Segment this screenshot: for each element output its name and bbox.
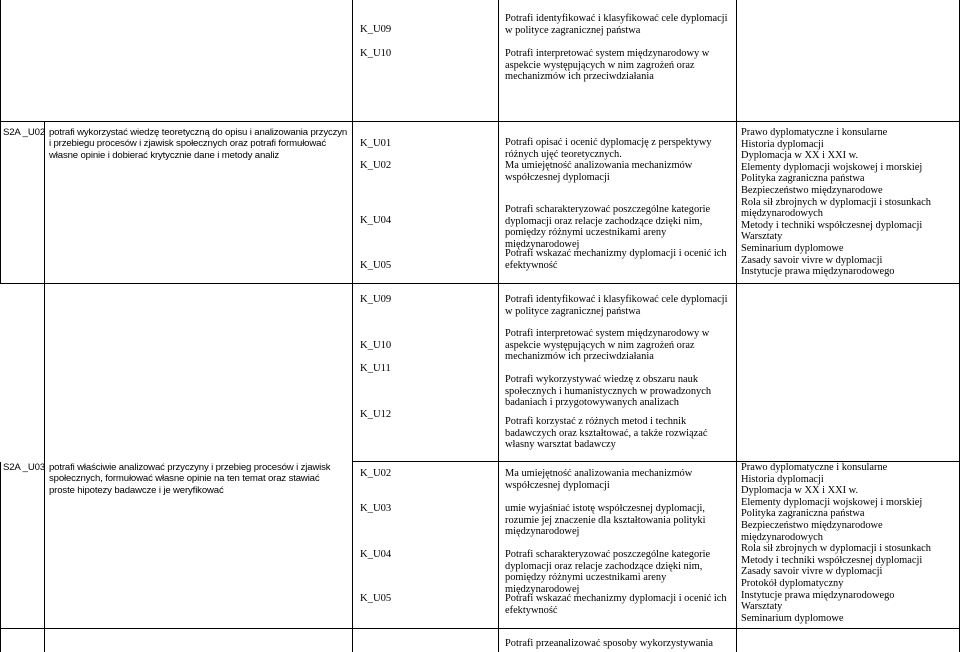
course-list: [741, 127, 956, 278]
outcome-effect: Potrafi identyfikować i klasyfikować cele dyplomacji w polityce zagranicznej państwa: [505, 13, 728, 36]
course-item: Bezpieczeństwo międzynarodowe: [741, 519, 883, 531]
outcome-effect: Potrafi wykorzystywać wiedzę z obszaru nauk społecznych i humanistycznych w prowadzonych badaniach i przygotowywanych analizach: [505, 374, 712, 409]
outcome-description: potrafi właściwie analizować przyczyny i przebieg procesów i zjawisk społecznych, formułować własne opinie na ten temat oraz stawiać proste hipotezy badawcze i je weryfikować: [49, 462, 331, 496]
outcome-code: K_U09: [360, 24, 392, 35]
outcome-id: S2A _U03: [3, 462, 46, 473]
outcome-code: K_U04: [360, 549, 392, 560]
code-column-cell: [353, 629, 499, 652]
outcome-code: K_U05: [360, 593, 392, 604]
course-item: Elementy dyplomacji wojskowej i morskiej: [741, 496, 923, 508]
outcome-effect: Potrafi wskazać mechanizmy dyplomacji i ocenić ich efektywność: [505, 248, 727, 271]
outcome-code: K_U01: [360, 138, 392, 149]
course-item: Instytucje prawa międzynarodowego: [741, 266, 895, 278]
outcome-effect: Potrafi opisać i ocenić dyplomację z perspektywy różnych ujęć teoretycznych.: [505, 137, 712, 160]
course-item: Warsztaty: [741, 231, 783, 243]
course-item: Seminarium dyplomowe: [741, 242, 844, 254]
course-item: międzynarodowych: [741, 208, 823, 220]
course-item: Rola sił zbrojnych w dyplomacji i stosunkach: [741, 543, 931, 555]
id-column-cell: [0, 462, 45, 629]
outcome-code: K_U10: [360, 48, 392, 59]
outcome-description: potrafi wykorzystać wiedzę teoretyczną do opisu i analizowania przyczyn i przebiegu procesów i zjawisk społecznych oraz potrafi formułować własne opinie i dobierać krytycznie dane i metody analiz: [49, 127, 348, 161]
course-item: Metody i techniki współczesnej dyplomacji: [741, 219, 923, 231]
course-item: Bezpieczeństwo międzynarodowe: [741, 184, 883, 196]
outcome-code: K_U04: [360, 215, 392, 226]
code-column-cell: [353, 0, 499, 122]
course-item: Dyplomacja w XX i XXI w.: [741, 485, 859, 497]
outcome-effect: Potrafi scharakteryzować poszczególne kategorie dyplomacji oraz relacje zachodzące dzięki nim, pomiędzy różnymi uczestnikami areny międzynarodowej: [505, 204, 711, 250]
outcome-id: S2A _U02: [3, 127, 46, 138]
outcome-effect: Potrafi przeanalizować sposoby wykorzystywania: [505, 638, 714, 649]
course-item: Warsztaty: [741, 601, 783, 613]
outcome-code: K_U02: [360, 468, 392, 479]
id-column-cell: [0, 122, 45, 462]
course-item: Protokół dyplomatyczny: [741, 577, 844, 589]
outcome-effect: Potrafi korzystać z różnych metod i technik badawczych oraz kształtować, a także rozwiązać własny warsztat badawczy: [505, 416, 708, 451]
course-item: Zasady savoir vivre w dyplomacji: [741, 566, 883, 578]
id-column-cell: [0, 629, 45, 652]
course-item: Seminarium dyplomowe: [741, 612, 844, 624]
description-column-cell: [45, 122, 353, 462]
outcome-code: K_U12: [360, 409, 392, 420]
outcome-effect: Ma umiejętność analizowania mechanizmów współczesnej dyplomacji: [505, 160, 693, 183]
course-item: Metody i techniki współczesnej dyplomacji: [741, 554, 923, 566]
course-item: Historia dyplomacji: [741, 473, 824, 485]
outcome-code: K_U11: [360, 363, 391, 374]
outcome-effect: Ma umiejętność analizowania mechanizmów współczesnej dyplomacji: [505, 468, 693, 491]
outcome-effect: umie wyjaśniać istotę współczesnej dyplomacji, rozumie jej znaczenie dla kształtowania polityki międzynarodowej: [505, 503, 706, 538]
course-item: Polityka zagraniczna państwa: [741, 173, 865, 185]
outcome-effect: Potrafi wskazać mechanizmy dyplomacji i ocenić ich efektywność: [505, 593, 727, 616]
outcome-code: K_U10: [360, 340, 392, 351]
outcome-effect: Potrafi scharakteryzować poszczególne kategorie dyplomacji oraz relacje zachodzące dzięki nim, pomiędzy różnymi uczestnikami areny międzynarodowej: [505, 549, 711, 595]
outcome-code: K_U03: [360, 503, 392, 514]
course-item: Historia dyplomacji: [741, 138, 824, 150]
outcome-effect: Potrafi interpretować system międzynarodowy w aspekcie występujących w nim zagrożeń oraz mechanizmów ich przeciwdziałania: [505, 48, 710, 83]
course-item: Dyplomacja w XX i XXI w.: [741, 150, 859, 162]
course-item: Elementy dyplomacji wojskowej i morskiej: [741, 161, 923, 173]
course-item: Prawo dyplomatyczne i konsularne: [741, 462, 888, 473]
outcome-code: K_U05: [360, 260, 392, 271]
description-column-cell: [45, 0, 353, 122]
outcome-effect: Potrafi identyfikować i klasyfikować cele dyplomacji w polityce zagranicznej państwa: [505, 294, 728, 317]
course-item: Prawo dyplomatyczne i konsularne: [741, 127, 888, 138]
outcome-effect: Potrafi interpretować system międzynarodowy w aspekcie występujących w nim zagrożeń oraz mechanizmów ich przeciwdziałania: [505, 328, 710, 363]
course-item: Rola sił zbrojnych w dyplomacji i stosunkach: [741, 196, 931, 208]
course-item: Polityka zagraniczna państwa: [741, 508, 865, 520]
course-item: Instytucje prawa międzynarodowego: [741, 589, 895, 601]
course-item: Zasady savoir vivre w dyplomacji: [741, 254, 883, 266]
outcome-code: K_U02: [360, 160, 392, 171]
course-list: [741, 462, 956, 624]
outcome-code: K_U09: [360, 294, 392, 305]
description-column-cell: [45, 629, 353, 652]
course-item: międzynarodowych: [741, 531, 823, 543]
